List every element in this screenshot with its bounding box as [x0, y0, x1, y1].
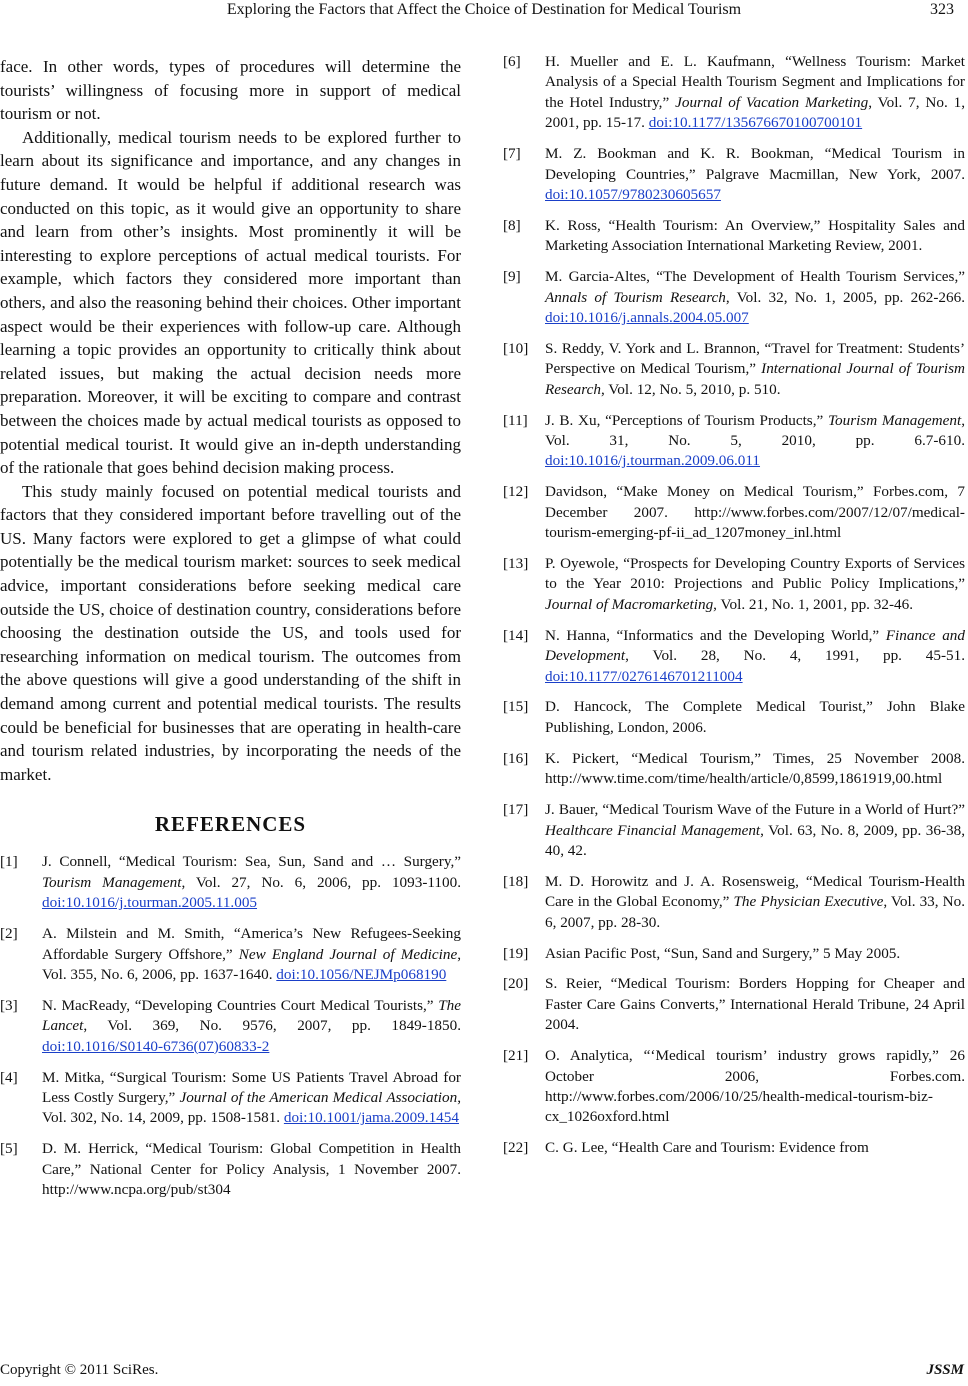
doi-link[interactable]: doi:10.1177/135676670100700101	[648, 114, 863, 132]
reference-text: N. MacReady, “Developing Countries Court Medical Tourists,” The Lancet, Vol. 369, No. 9576, 2007, pp. 1849-1850. doi:10.1016/S0140-6736(07)60833-2	[42, 996, 461, 1055]
reference-text: N. Hanna, “Informatics and the Developing World,” Finance and Development, Vol. 28, No. 4, 1991, pp. 45-51. doi:10.1177/0276146701211004	[545, 626, 965, 685]
reference-number: [11]	[503, 411, 528, 429]
reference-number: [3]	[0, 996, 18, 1014]
reference-item	[0, 996, 461, 1057]
reference-item	[503, 697, 965, 738]
reference-source: Tourism Management	[42, 873, 182, 891]
reference-item	[503, 267, 965, 328]
reference-item	[0, 1139, 461, 1200]
reference-number: [6]	[503, 53, 521, 70]
reference-text: D. Hancock, The Complete Medical Tourist,” John Blake Publishing, London, 2006.	[545, 698, 965, 736]
reference-number: [19]	[503, 944, 529, 962]
reference-text: K. Ross, “Health Tourism: An Overview,” Hospitality Sales and Marketing Association International Marketing Review, 2001.	[545, 216, 965, 255]
reference-text: S. Reddy, V. York and L. Brannon, “Travel for Treatment: Students’ Perspective on Medical Tourism,” International Journal of Tourism Research, Vol. 12, No. 5, 2010, p. 510.	[545, 339, 965, 398]
reference-number: [2]	[0, 925, 18, 943]
reference-number: [1]	[0, 853, 18, 871]
reference-text: K. Pickert, “Medical Tourism,” Times, 25 November 2008. http://www.time.com/time/health/article/0,8599,1861919,00.html	[545, 749, 965, 788]
reference-text: P. Oyewole, “Prospects for Developing Country Exports of Services to the Year 2010: Projections and Public Policy Implications,” Journal of Macromarketing, Vol. 21, No. 1, 2001, pp. 32-46.	[545, 555, 965, 613]
reference-item	[503, 52, 965, 134]
doi-link[interactable]: doi:10.1016/j.tourman.2005.11.005	[42, 894, 258, 912]
body-paragraph-2: Additionally, medical tourism needs to be explored further to learn about its significance and importance, and any changes in future demand. It would be helpful if additional research was conducted on this topic, as it would give an opportunity to share and learn from other’s insights. Most prominently it will be interesting to explore perceptions of actual medical tourists. For example, which factors they considered more important than others, and also the reasoning behind their choices. Other important aspect would be their experiences with follow-up care. Although learning a topic provides an opportunity to critically think about related issues, but making the actual decision needs more preparation. Moreover, it will be exciting to compare and contrast between the choices made by actual medical tourists as opposed to potential medical tourist. It would give an in-depth understanding of the rationale that goes behind decision making process.	[0, 127, 461, 478]
page-number: 323	[930, 1, 954, 18]
doi-link[interactable]: doi:10.1057/9780230605657	[545, 185, 721, 203]
reference-text: J. Bauer, “Medical Tourism Wave of the Future in a World of Hurt?” Healthcare Financial Management, Vol. 63, No. 8, 2009, pp. 36-38, 40, 42.	[545, 801, 965, 859]
running-title: Exploring the Factors that Affect the Choice of Destination for Medical Tourism	[226, 1, 742, 18]
reference-item	[0, 1068, 461, 1129]
reference-text: M. D. Horowitz and J. A. Rosensweig, “Medical Tourism-Health Care in the Global Economy,” The Physician Executive, Vol. 33, No. 6, 2007, pp. 28-30.	[545, 872, 966, 931]
reference-number: [21]	[503, 1047, 529, 1065]
reference-item	[503, 216, 965, 257]
reference-text: O. Analytica, “‘Medical tourism’ industry grows rapidly,” 26 October 2006, Forbes.com. http://www.forbes.com/2006/10/25/health-medical-tourism-biz-cx_1026oxford.html	[545, 1047, 965, 1126]
reference-item	[503, 944, 965, 964]
doi-link[interactable]: doi:10.1016/j.annals.2004.05.007	[545, 308, 749, 326]
reference-source: Annals of Tourism Research	[545, 288, 726, 306]
copyright-notice: Copyright © 2011 SciRes.	[0, 1362, 159, 1378]
reference-number: [12]	[503, 483, 529, 501]
reference-text: J. Connell, “Medical Tourism: Sea, Sun, Sand and … Surgery,” Tourism Management, Vol. 27, No. 6, 2006, pp. 1093-1100. doi:10.1016/j.tourman.2005.11.005	[42, 853, 461, 912]
reference-list-left	[0, 852, 461, 1200]
reference-text: M. Mitka, “Surgical Tourism: Some US Patients Travel Abroad for Less Costly Surgery,” Journal of the American Medical Association, Vol. 302, No. 14, 2009, pp. 1508-1581. doi:10.1001/jama.2009.1454	[42, 1068, 461, 1127]
reference-text: S. Reier, “Medical Tourism: Borders Hopping for Cheaper and Faster Care Gains Converts,” International Herald Tribune, 24 April 2004.	[545, 975, 965, 1034]
reference-source: The Physician Executive	[733, 893, 884, 911]
reference-item	[0, 852, 461, 913]
reference-source: Journal of the American Medical Association	[179, 1088, 458, 1106]
body-paragraph-1: face. In other words, types of procedures will determine the tourists’ willingness of focusing more in support of medical tourism or not.	[0, 57, 461, 124]
reference-number: [13]	[503, 555, 529, 573]
reference-number: [10]	[503, 339, 529, 357]
doi-link[interactable]: doi:10.1056/NEJMp068190	[276, 965, 447, 983]
reference-item	[503, 482, 965, 543]
doi-link[interactable]: doi:10.1016/S0140-6736(07)60833-2	[42, 1037, 270, 1055]
doi-link[interactable]: doi:10.1001/jama.2009.1454	[283, 1109, 459, 1127]
reference-number: [15]	[503, 698, 529, 716]
reference-text: C. G. Lee, “Health Care and Tourism: Evidence from	[545, 1139, 869, 1157]
reference-number: [20]	[503, 975, 529, 993]
reference-source: New England Journal of Medicine	[238, 945, 458, 963]
reference-item	[503, 626, 965, 687]
reference-number: [7]	[503, 145, 521, 163]
reference-number: [18]	[503, 872, 529, 890]
body-paragraph-3: This study mainly focused on potential medical tourists and factors that they considered important before travelling out of the US. Many factors were explored to get a glimpse of what could potentially be the medical tourism market: sources to seek medical advice, important considerations before seeking medical care outside the US, choice of destination country, considerations before choosing the destination outside the US, and tools used for researching information on medical tourism. The outcomes from the above questions will give a good understanding of the shift in demand among current and potential medical tourists. The results could be beneficial for businesses that are operating in health-care and tourism related industries, by incorporating the needs of the market.	[0, 481, 461, 784]
reference-text: A. Milstein and M. Smith, “America’s New Refugees-Seeking Affordable Surgery Offshore,” New England Journal of Medicine, Vol. 355, No. 6, 2006, pp. 1637-1640. doi:10.1056/NEJMp068190	[42, 925, 461, 983]
right-column	[503, 52, 965, 1169]
reference-number: [4]	[0, 1068, 18, 1086]
reference-item	[503, 872, 965, 933]
reference-item	[0, 924, 461, 985]
left-column	[0, 55, 461, 1211]
reference-item	[503, 144, 965, 205]
reference-number: [16]	[503, 749, 529, 767]
reference-text: D. M. Herrick, “Medical Tourism: Global Competition in Health Care,” National Center for Policy Analysis, 1 November 2007. http://www.ncpa.org/pub/st304	[42, 1140, 461, 1199]
reference-source: Healthcare Financial Management	[545, 821, 761, 839]
reference-text: H. Mueller and E. L. Kaufmann, “Wellness Tourism: Market Analysis of a Special Health Tourism Segment and Implications for the Hotel Industry,” Journal of Vacation Marketing, Vol. 7, No. 1, 2001, pp. 15-17. doi:10.1177/135676670100700101	[545, 53, 966, 132]
journal-abbrev: JSSM	[926, 1362, 964, 1378]
reference-number: [9]	[503, 268, 521, 286]
reference-number: [22]	[503, 1139, 529, 1157]
reference-item	[503, 974, 965, 1035]
reference-text: M. Z. Bookman and K. R. Bookman, “Medical Tourism in Developing Countries,” Palgrave Macmillan, New York, 2007. doi:10.1057/9780230605657	[545, 145, 965, 203]
reference-number: [14]	[503, 626, 529, 644]
reference-number: [17]	[503, 801, 529, 819]
reference-source: Tourism Management	[827, 411, 962, 429]
reference-item	[503, 339, 965, 400]
reference-list-right	[503, 52, 965, 1159]
reference-source: The Lancet	[42, 996, 461, 1035]
reference-source: Finance and Development	[545, 626, 965, 665]
reference-item	[503, 800, 965, 861]
references-heading: REFERENCES	[154, 812, 307, 837]
reference-number: [5]	[0, 1140, 18, 1158]
reference-source: Journal of Macromarketing	[545, 595, 714, 613]
reference-item	[503, 411, 965, 472]
reference-text: M. Garcia-Altes, “The Development of Health Tourism Services,” Annals of Tourism Research, Vol. 32, No. 1, 2005, pp. 262-266. doi:10.1016/j.annals.2004.05.007	[545, 268, 965, 326]
page-header	[0, 0, 968, 22]
doi-link[interactable]: doi:10.1016/j.tourman.2009.06.011	[545, 452, 761, 470]
reference-source: Journal of Vacation Marketing	[675, 93, 869, 111]
reference-item	[503, 554, 965, 615]
doi-link[interactable]: doi:10.1177/0276146701211004	[545, 667, 743, 685]
reference-text: Davidson, “Make Money on Medical Tourism,” Forbes.com, 7 December 2007. http://www.forbes.com/2007/12/07/medical-tourism-emerging-pf-ii_ad_1207money_inl.html	[545, 483, 965, 542]
reference-item	[503, 1046, 965, 1128]
reference-item	[503, 1138, 965, 1158]
reference-number: [8]	[503, 216, 521, 234]
reference-text: J. B. Xu, “Perceptions of Tourism Products,” Tourism Management, Vol. 31, No. 5, 2010, pp. 6.7-610. doi:10.1016/j.tourman.2009.06.011	[545, 411, 965, 470]
reference-source: International Journal of Tourism Research	[545, 360, 965, 398]
page-footer	[0, 1362, 968, 1386]
reference-item	[503, 749, 965, 790]
reference-text: Asian Pacific Post, “Sun, Sand and Surgery,” 5 May 2005.	[545, 944, 901, 962]
